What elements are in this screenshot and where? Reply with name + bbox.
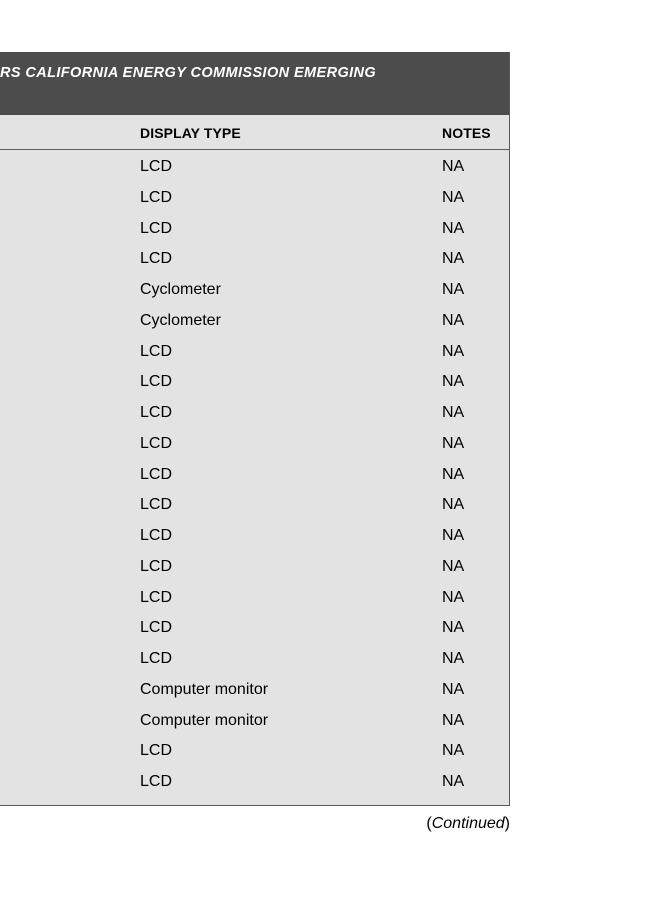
display-type-cell: LCD — [140, 158, 173, 175]
notes-cell: NA — [442, 557, 465, 575]
table-row — [0, 308, 509, 339]
notes-cell: NA — [442, 588, 465, 606]
table-row — [0, 646, 509, 677]
table-row — [0, 492, 509, 523]
notes-cell: NA — [442, 711, 465, 729]
display-type-cell: LCD — [140, 588, 173, 606]
table-row — [0, 462, 509, 493]
notes-cell: NA — [442, 404, 465, 421]
table-row — [0, 585, 509, 616]
column-header-notes: NOTES — [442, 125, 491, 141]
notes-cell: NA — [442, 773, 465, 790]
display-type-cell: Computer monitor — [140, 711, 269, 729]
notes-cell: NA — [442, 619, 465, 637]
display-type-cell: LCD — [140, 465, 173, 483]
table-row — [0, 339, 509, 370]
display-type-cell: Computer monitor — [140, 680, 269, 698]
notes-cell: NA — [442, 496, 465, 514]
notes-cell: NA — [442, 342, 465, 360]
notes-cell: NA — [442, 373, 465, 391]
notes-cell: NA — [442, 158, 465, 175]
continued-open-paren: ( — [426, 815, 432, 832]
notes-cell: NA — [442, 434, 465, 452]
table-row — [0, 677, 509, 708]
continued-close-paren: ) — [504, 815, 510, 832]
display-type-cell: LCD — [140, 434, 173, 452]
display-type-cell: LCD — [140, 527, 173, 544]
table-row — [0, 400, 509, 431]
notes-cell: NA — [442, 465, 465, 483]
display-type-cell: LCD — [140, 650, 173, 667]
display-type-cell: LCD — [140, 496, 173, 514]
notes-cell: NA — [442, 250, 465, 268]
column-header-display-type: DISPLAY TYPE — [140, 125, 241, 141]
table-row — [0, 431, 509, 462]
notes-cell: NA — [442, 650, 465, 667]
display-type-cell: LCD — [140, 773, 173, 790]
continued-label: Continued — [431, 815, 505, 832]
notes-cell: NA — [442, 527, 465, 544]
table-row — [0, 708, 509, 739]
table-header-row — [0, 115, 509, 150]
table-title: RS CALIFORNIA ENERGY COMMISSION EMERGING — [0, 65, 377, 81]
table-row — [0, 523, 509, 554]
table-row — [0, 554, 509, 585]
table-row — [0, 615, 509, 646]
display-type-cell: LCD — [140, 188, 173, 206]
table-row — [0, 246, 509, 277]
notes-cell: NA — [442, 281, 465, 298]
data-table — [0, 52, 510, 806]
notes-cell: NA — [442, 188, 465, 206]
notes-cell: NA — [442, 742, 465, 760]
display-type-cell: LCD — [140, 557, 173, 575]
display-type-cell: LCD — [140, 619, 173, 637]
notes-cell: NA — [442, 680, 465, 698]
table-row — [0, 216, 509, 247]
table-row — [0, 738, 509, 769]
table-title-bar — [0, 52, 509, 115]
table-row — [0, 369, 509, 400]
display-type-cell: LCD — [140, 742, 173, 760]
display-type-cell: LCD — [140, 250, 173, 268]
display-type-cell: LCD — [140, 404, 173, 421]
continued-note — [426, 815, 510, 833]
display-type-cell: Cyclometer — [140, 281, 221, 298]
table-row — [0, 277, 509, 308]
table-body — [0, 154, 509, 800]
display-type-cell: LCD — [140, 342, 173, 360]
notes-cell: NA — [442, 311, 465, 329]
table-row — [0, 185, 509, 216]
notes-cell: NA — [442, 219, 465, 237]
table-row — [0, 769, 509, 800]
table-row — [0, 154, 509, 185]
display-type-cell: LCD — [140, 373, 173, 391]
display-type-cell: Cyclometer — [140, 311, 221, 329]
display-type-cell: LCD — [140, 219, 173, 237]
